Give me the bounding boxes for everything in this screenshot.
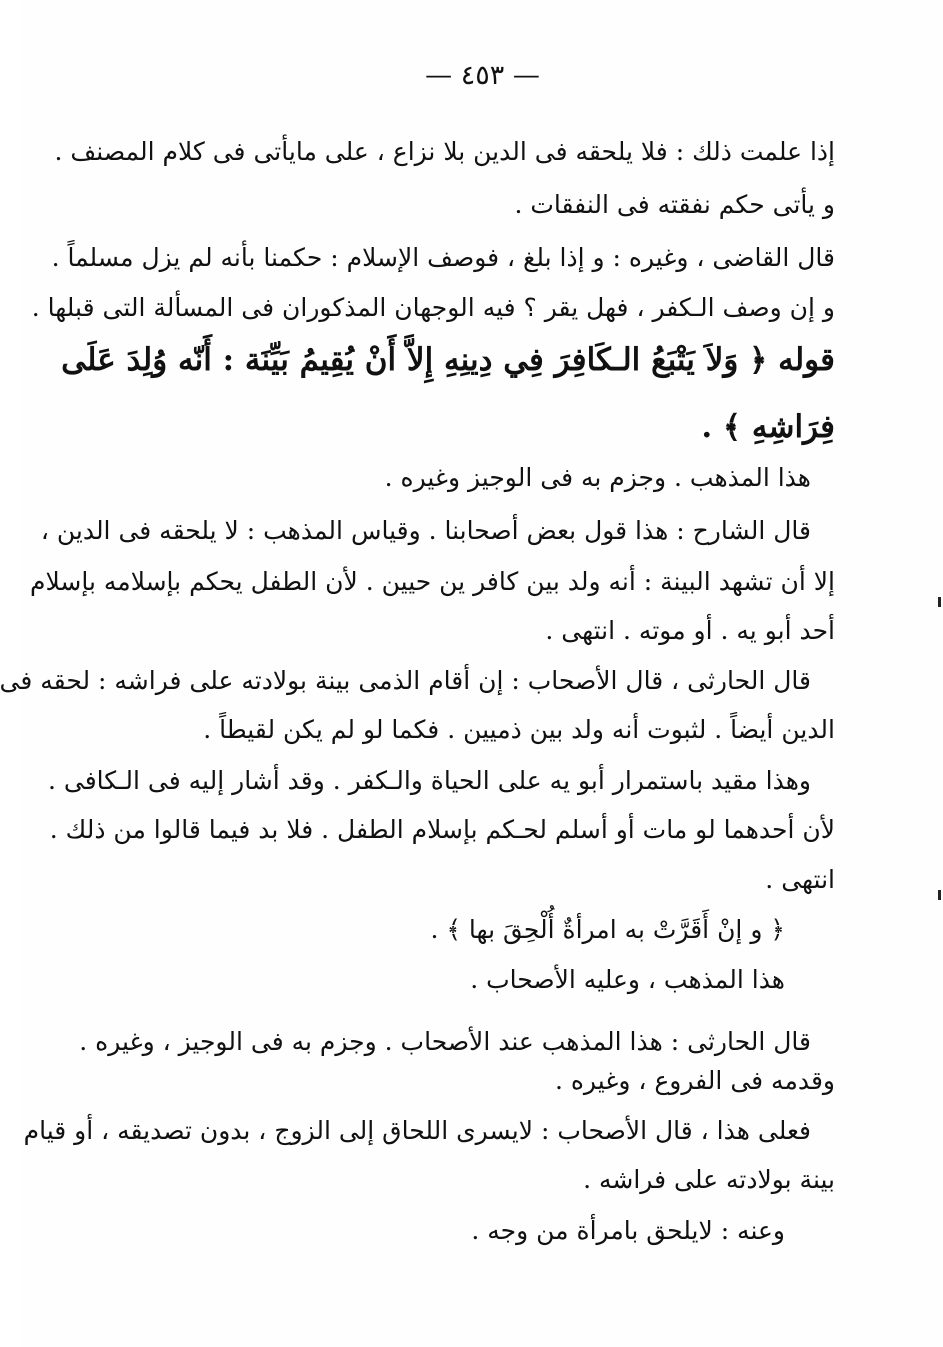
text-line-1: إذا علمت ذلك : فلا يلحقه فى الدين بلا نزاع ، على مايأتى فى كلام المصنف . <box>54 137 835 166</box>
text-line-3: قال القاضى ، وغيره : و إذا بلغ ، فوصف الإسلام : حكمنا بأنه لم يزل مسلماً . <box>51 243 835 272</box>
quoted-heading-2: ﴿ و إنْ أَقَرَّتْ به امرأةٌ أُلْحِقَ بها ﴾ . <box>430 915 785 944</box>
quoted-verse-line-2: فِرَاشِهِ ﴾ . <box>701 409 835 445</box>
text-line-2: و يأتى حكم نفقته فى النفقات . <box>514 190 835 219</box>
text-line-21: بينة بولادته على فراشه . <box>583 1165 835 1194</box>
text-line-20: فعلى هذا ، قال الأصحاب : لايسرى اللحاق إلى الزوج ، بدون تصديقه ، أو قيام <box>23 1116 811 1145</box>
margin-mark <box>938 890 941 900</box>
text-line-22: وعنه : لايلحق بامرأة من وجه . <box>471 1216 785 1245</box>
quoted-verse-line-1: قوله ﴿ وَلاَ يَتْبَعُ الـكَافِرَ فِي دِينِهِ إِلاَّ أَنْ يُقِيمُ بَيِّنَة : أَنّه وُلِدَ عَلَى <box>61 342 835 378</box>
text-line-19: وقدمه فى الفروع ، وغيره . <box>554 1066 835 1095</box>
text-line-14: لأن أحدهما لو مات أو أسلم لحـكم بإسلام الطفل . فلا بد فيما قالوا من ذلك . <box>49 815 835 844</box>
page-number: — ٤٥٣ — <box>425 60 540 91</box>
text-line-4: و إن وصف الـكفر ، فهل يقر ؟ فيه الوجهان المذكوران فى المسألة التى قبلها . <box>31 293 835 322</box>
text-line-17: هذا المذهب ، وعليه الأصحاب . <box>470 965 785 994</box>
text-line-13: وهذا مقيد باستمرار أبو يه على الحياة والـكفر . وقد أشار إليه فى الـكافى . <box>47 766 811 795</box>
text-line-8: قال الشارح : هذا قول بعض أصحابنا . وقياس المذهب : لا يلحقه فى الدين ، <box>40 516 811 545</box>
text-line-15: انتهى . <box>765 865 835 894</box>
text-line-11: قال الحارثى ، قال الأصحاب : إن أقام الذمى بينة بولادته على فراشه : لحقه فى <box>0 666 811 695</box>
text-line-18: قال الحارثى : هذا المذهب عند الأصحاب . وجزم به فى الوجيز ، وغيره . <box>79 1027 811 1056</box>
text-line-9: إلا أن تشهد البينة : أنه ولد بين كافر ين حيين . لأن الطفل يحكم بإسلامه بإسلام <box>30 567 835 596</box>
text-line-12: الدين أيضاً . لثبوت أنه ولد بين ذميين . فكما لو لم يكن لقيطاً . <box>203 715 835 744</box>
margin-mark <box>938 597 941 607</box>
text-line-10: أحد أبو يه . أو موته . انتهى . <box>545 616 835 645</box>
text-line-7: هذا المذهب . وجزم به فى الوجيز وغيره . <box>384 463 811 492</box>
